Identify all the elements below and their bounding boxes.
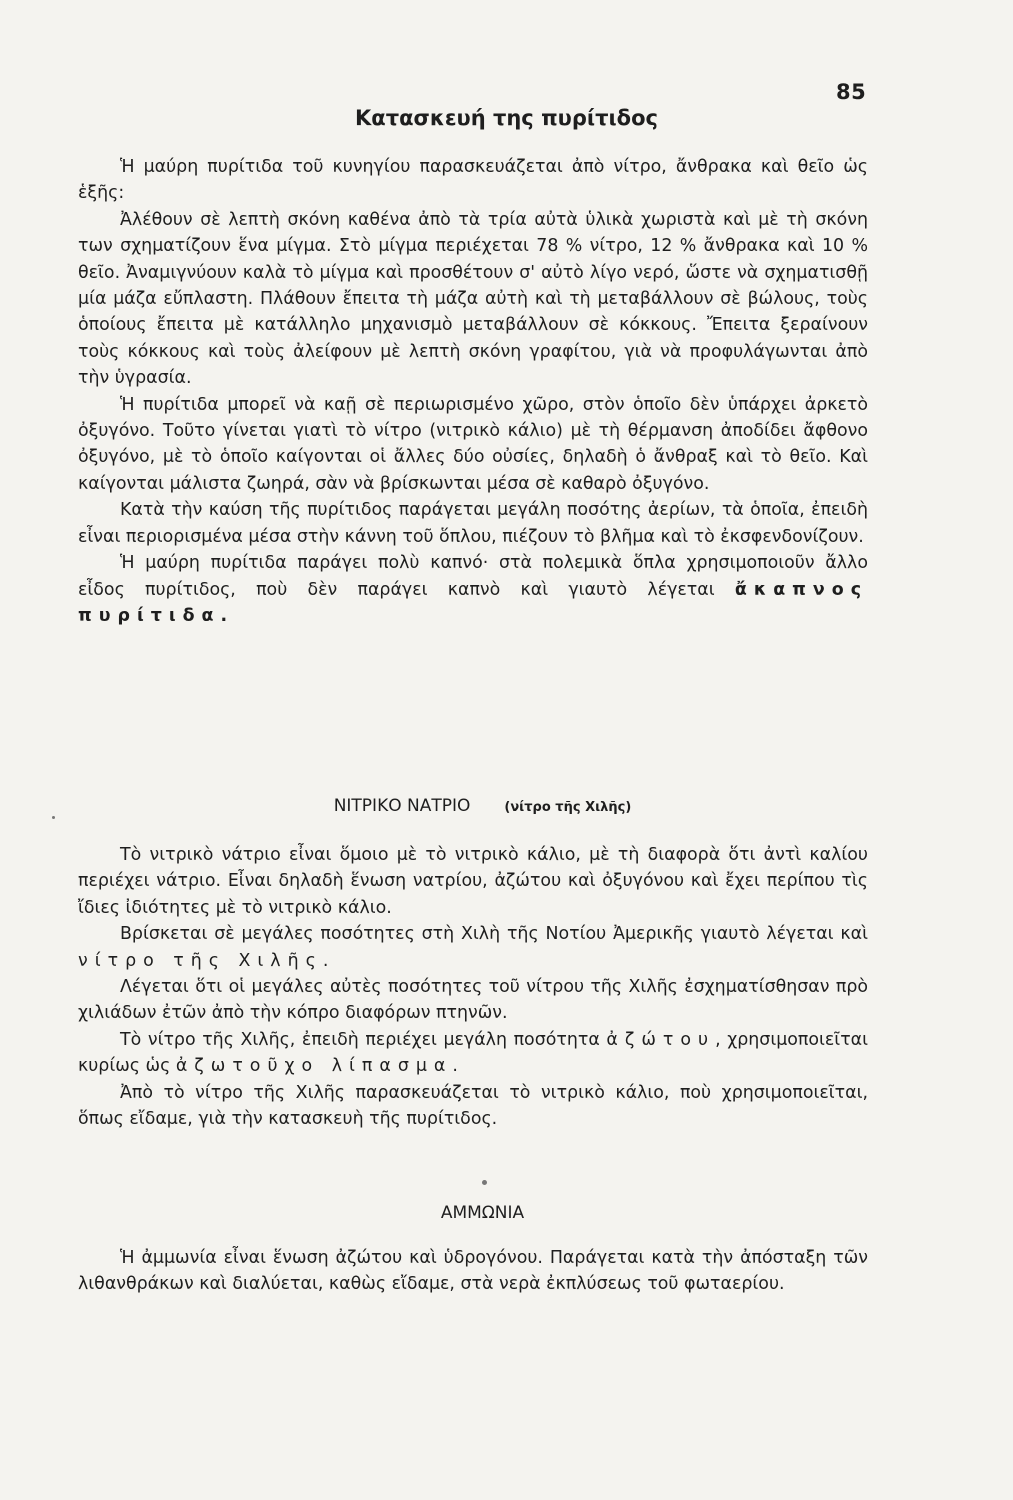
paragraph-text: Ἡ μαύρη πυρίτιδα παράγει πολὺ καπνό· στὰ πολεμικὰ ὅπλα χρησιμοποιοῦν ἄλλο εἶδος πυρίτιδος, ποὺ δὲν παράγει καπνὸ καὶ γιαυτὸ λέγεται [78, 553, 868, 600]
page-title: Κατασκευή της πυρίτιδος [355, 106, 658, 130]
paragraph: Ἡ πυρίτιδα μπορεῖ νὰ καῇ σὲ περιωρισμένο χῶρο, στὸν ὁποῖο δὲν ὑπάρχει ἀρκετὸ ὀξυγόνο. Τοῦτο γίνεται γιατὶ τὸ νίτρο (νιτρικὸ κάλιο) μὲ τὴ θέρμανση ἀποδίδει ἄφθονο ὀξυγόνο, μὲ τὸ ὁποῖο καίγονται οἱ ἄλλες δύο οὐσίες, δηλαδὴ ὁ ἄνθραξ καὶ τὸ θεῖο. Καὶ καίγονται μάλιστα ζωηρά, σὰν νὰ βρίσκωνται μέσα σὲ καθαρὸ ὀξυγόνο. [78, 394, 868, 494]
ink-speck-mark [52, 816, 55, 819]
paragraph-text: , χρησιμοποιεῖται κυρίως ὡς [78, 1029, 869, 1077]
section-gunpowder-text [78, 154, 868, 629]
paragraph: Λέγεται ὅτι οἱ μεγάλες αὐτὲς ποσότητες τοῦ νίτρου τῆς Χιλῆς ἐσχηματίσθησαν πρὸ χιλιάδων ἐτῶν ἀπὸ τὴν κόπρο διαφόρων πτηνῶν. [78, 977, 868, 1024]
paragraph-text: Τὸ νίτρο τῆς Χιλῆς, ἐπειδὴ περιέχει μεγάλη ποσότητα [120, 1029, 600, 1050]
section-heading-sodium-nitrate [0, 796, 989, 816]
section-subheading: (νίτρο τῆς Χιλῆς) [504, 800, 632, 815]
section-heading-ammonia: ΑΜΜΩΝΙΑ [440, 1203, 525, 1223]
section-ammonia-text [78, 1245, 868, 1298]
paragraph-text: Βρίσκεται σὲ μεγάλες ποσότητες στὴ Χιλὴ τῆς Νοτίου Ἀμερικῆς γιαυτὸ λέγεται καὶ [120, 924, 868, 945]
paragraph: Ἀλέθουν σὲ λεπτὴ σκόνη καθένα ἀπὸ τὰ τρία αὐτὰ ὑλικὰ χωριστὰ καὶ μὲ τὴ σκόνη των σχηματίζουν ἕνα μίγμα. Στὸ μίγμα περιέχεται 78 % νίτρο, 12 % ἄνθρακα καὶ 10 % θεῖο. Ἀναμιγνύουν καλὰ τὸ μίγμα καὶ προσθέτουν σ' αὐτὸ λίγο νερό, ὥστε νὰ σχηματισθῇ μία μάζα εὔπλαστη. Πλάθουν ἔπειτα τὴ μάζα αὐτὴ καὶ τὴ μεταβάλλουν σὲ βώλους, τοὺς ὁποίους ἔπειτα μὲ κατάλληλο μηχανισμὸ μεταβάλλουν σὲ κόκκους. Ἔπειτα ξεραίνουν τοὺς κόκκους καὶ τοὺς ἀλείφουν μὲ λεπτὴ σκόνη γραφίτου, γιὰ νὰ προφυλάγωνται ἀπὸ τὴν ὑγρασία. [78, 209, 868, 389]
emphasized-term: νίτρο τῆς Χιλῆς. [78, 950, 336, 971]
ink-speck-mark [482, 1180, 487, 1185]
paragraph: Ἀπὸ τὸ νίτρο τῆς Χιλῆς παρασκευάζεται τὸ νιτρικὸ κάλιο, ποὺ χρησιμοποιεῖται, ὅπως εἴδαμε, γιὰ τὴν κατασκευὴ τῆς πυρίτιδος. [78, 1082, 868, 1130]
paragraph: Κατὰ τὴν καύση τῆς πυρίτιδος παράγεται μεγάλη ποσότης ἀερίων, τὰ ὁποῖα, ἐπειδὴ εἶναι περιορισμένα μέσα στὴν κάννη τοῦ ὅπλου, πιέζουν τὸ βλῆμα καὶ τὸ ἐκσφενδονίζουν. [78, 500, 868, 547]
page-number: 85 [836, 80, 867, 104]
paragraph [78, 1027, 868, 1080]
paragraph [78, 550, 868, 629]
emphasized-term: ἀζωτοῦχο λίπασμα. [175, 1056, 465, 1077]
paragraph: Ἡ μαύρη πυρίτιδα τοῦ κυνηγίου παρασκευάζεται ἀπὸ νίτρο, ἄνθρακα καὶ θεῖο ὡς ἑξῆς: [78, 157, 868, 204]
paragraph: Τὸ νιτρικὸ νάτριο εἶναι ὅμοιο μὲ τὸ νιτρικὸ κάλιο, μὲ τὴ διαφορὰ ὅτι ἀντὶ καλίου περιέχει νάτριο. Εἶναι δηλαδὴ ἕνωση νατρίου, ἀζώτου καὶ ὀξυγόνου καὶ ἔχει περίπου τὶς ἴδιες ἰδιότητες μὲ τὸ νιτρικὸ κάλιο. [78, 845, 868, 918]
section-heading-text: ΝΙΤΡΙΚΟ ΝΑΤΡΙΟ [333, 796, 471, 816]
paragraph [78, 921, 868, 974]
emphasized-term: ἄκαπνος πυρίτιδα. [78, 579, 868, 626]
section-sodium-nitrate-text [78, 842, 868, 1132]
emphasized-term: ἀζώτου [606, 1029, 716, 1050]
paragraph: Ἡ ἀμμωνία εἶναι ἕνωση ἀζώτου καὶ ὑδρογόνου. Παράγεται κατὰ τὴν ἀπόσταξη τῶν λιθανθράκων καὶ διαλύεται, καθὼς εἴδαμε, στὰ νερὰ ἐκπλύσεως τοῦ φωταερίου. [78, 1248, 868, 1295]
